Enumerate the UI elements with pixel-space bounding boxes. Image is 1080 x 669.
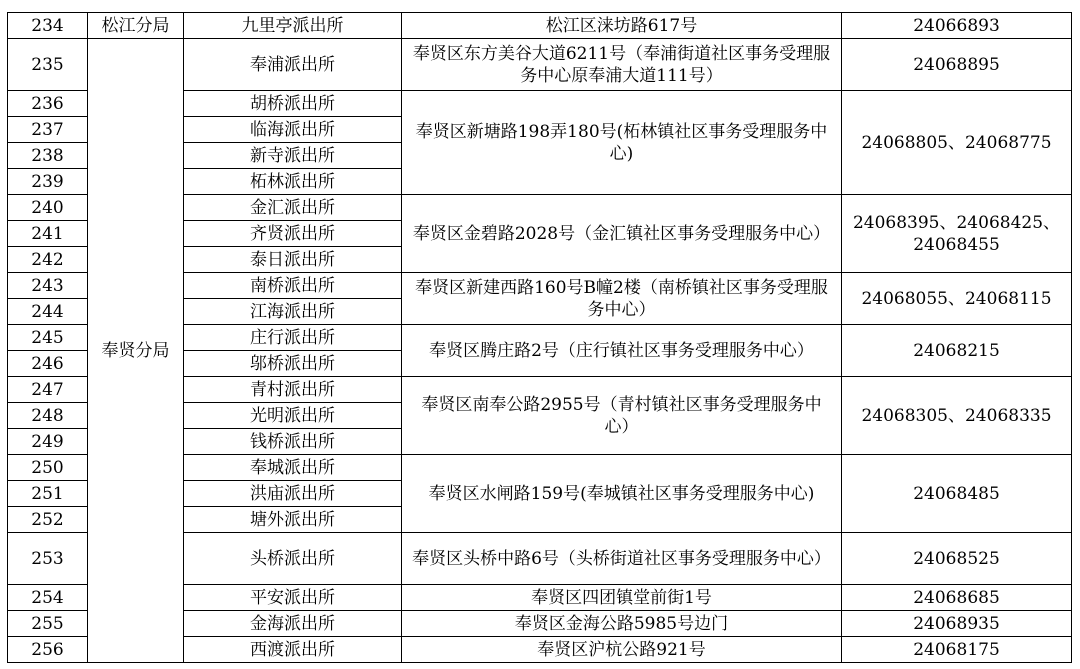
station-name: 胡桥派出所 [184, 91, 402, 117]
row-number: 238 [8, 143, 88, 169]
row-number: 239 [8, 169, 88, 195]
row-number: 253 [8, 533, 88, 585]
row-number: 240 [8, 195, 88, 221]
station-name: 奉城派出所 [184, 455, 402, 481]
phone: 24068485 [842, 455, 1072, 533]
phone: 24068395、24068425、24068455 [842, 195, 1072, 273]
station-name: 柘林派出所 [184, 169, 402, 195]
station-name: 金汇派出所 [184, 195, 402, 221]
row-number: 244 [8, 299, 88, 325]
branch-bureau: 奉贤分局 [88, 39, 184, 663]
table-row [8, 13, 1072, 39]
station-name: 江海派出所 [184, 299, 402, 325]
address: 奉贤区新塘路198弄180号(柘林镇社区事务受理服务中心) [402, 91, 842, 195]
address: 奉贤区头桥中路6号（头桥街道社区事务受理服务中心） [402, 533, 842, 585]
station-name: 塘外派出所 [184, 507, 402, 533]
station-name: 齐贤派出所 [184, 221, 402, 247]
station-name: 头桥派出所 [184, 533, 402, 585]
row-number: 251 [8, 481, 88, 507]
address: 奉贤区沪杭公路921号 [402, 637, 842, 663]
police-station-table [7, 12, 1072, 663]
row-number: 256 [8, 637, 88, 663]
phone: 24066893 [842, 13, 1072, 39]
row-number: 249 [8, 429, 88, 455]
row-number: 236 [8, 91, 88, 117]
station-name: 新寺派出所 [184, 143, 402, 169]
row-number: 237 [8, 117, 88, 143]
address: 奉贤区水闸路159号(奉城镇社区事务受理服务中心) [402, 455, 842, 533]
station-name: 钱桥派出所 [184, 429, 402, 455]
row-number: 255 [8, 611, 88, 637]
phone: 24068525 [842, 533, 1072, 585]
station-name: 九里亭派出所 [184, 13, 402, 39]
station-name: 邬桥派出所 [184, 351, 402, 377]
phone: 24068215 [842, 325, 1072, 377]
station-name: 光明派出所 [184, 403, 402, 429]
row-number: 234 [8, 13, 88, 39]
row-number: 247 [8, 377, 88, 403]
row-number: 246 [8, 351, 88, 377]
station-name: 庄行派出所 [184, 325, 402, 351]
station-name: 临海派出所 [184, 117, 402, 143]
address: 奉贤区东方美谷大道6211号（奉浦街道社区事务受理服务中心原奉浦大道111号） [402, 39, 842, 91]
address: 奉贤区腾庄路2号（庄行镇社区事务受理服务中心） [402, 325, 842, 377]
phone: 24068935 [842, 611, 1072, 637]
row-number: 252 [8, 507, 88, 533]
row-number: 242 [8, 247, 88, 273]
phone: 24068055、24068115 [842, 273, 1072, 325]
address: 松江区涞坊路617号 [402, 13, 842, 39]
row-number: 250 [8, 455, 88, 481]
station-name: 奉浦派出所 [184, 39, 402, 91]
branch-bureau: 松江分局 [88, 13, 184, 39]
row-number: 241 [8, 221, 88, 247]
address: 奉贤区四团镇堂前街1号 [402, 585, 842, 611]
address: 奉贤区金海公路5985号边门 [402, 611, 842, 637]
row-number: 235 [8, 39, 88, 91]
station-name: 青村派出所 [184, 377, 402, 403]
address: 奉贤区南奉公路2955号（青村镇社区事务受理服务中心） [402, 377, 842, 455]
row-number: 245 [8, 325, 88, 351]
station-name: 洪庙派出所 [184, 481, 402, 507]
station-name: 平安派出所 [184, 585, 402, 611]
phone: 24068305、24068335 [842, 377, 1072, 455]
station-name: 泰日派出所 [184, 247, 402, 273]
row-number: 248 [8, 403, 88, 429]
address: 奉贤区新建西路160号B幢2楼（南桥镇社区事务受理服务中心） [402, 273, 842, 325]
row-number: 243 [8, 273, 88, 299]
station-name: 金海派出所 [184, 611, 402, 637]
station-name: 西渡派出所 [184, 637, 402, 663]
table-row [8, 39, 1072, 91]
phone: 24068805、24068775 [842, 91, 1072, 195]
address: 奉贤区金碧路2028号（金汇镇社区事务受理服务中心） [402, 195, 842, 273]
phone: 24068685 [842, 585, 1072, 611]
phone: 24068175 [842, 637, 1072, 663]
station-name: 南桥派出所 [184, 273, 402, 299]
row-number: 254 [8, 585, 88, 611]
phone: 24068895 [842, 39, 1072, 91]
